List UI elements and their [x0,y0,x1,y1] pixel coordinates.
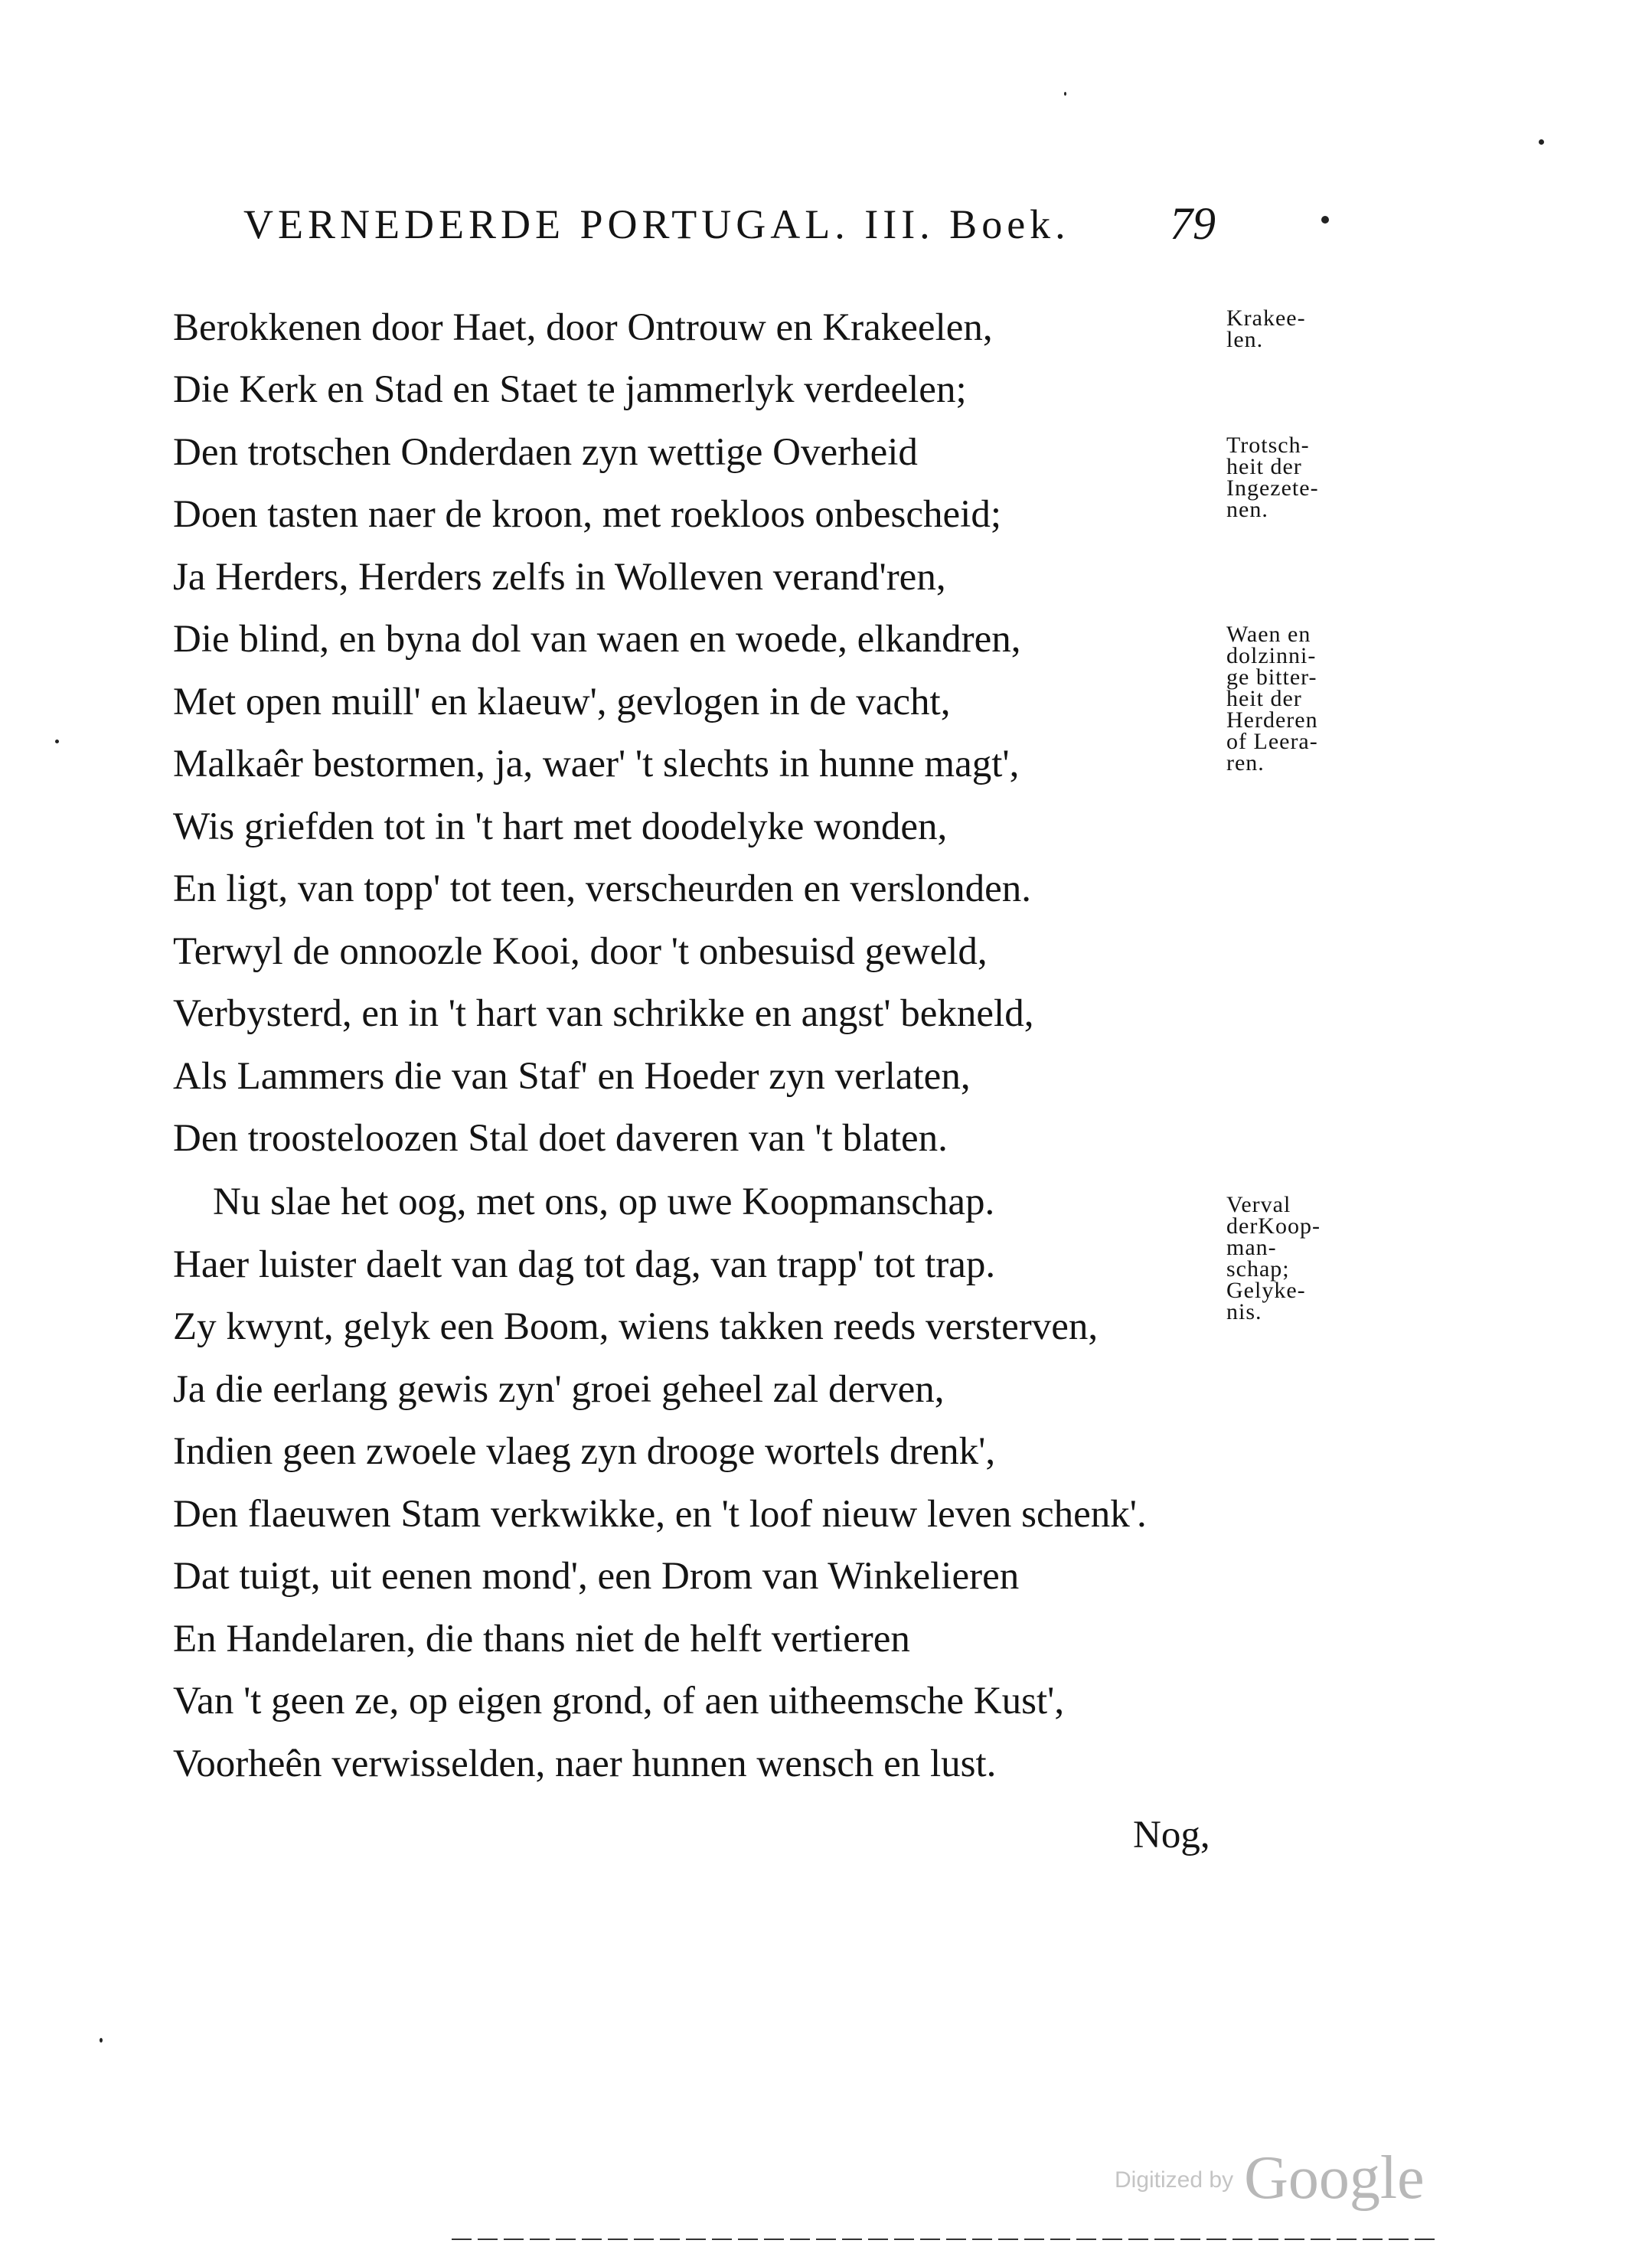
catchword: Nog, [1133,1814,1210,1856]
ink-speck [1064,92,1066,96]
margin-note-line: Ingezete- [1226,475,1319,501]
verse-line: Als Lammers die van Staf' en Hoeder zyn verlaten, [173,1055,971,1098]
margin-note-line: heit der [1226,686,1302,711]
margin-note-line: Gelyke- [1226,1278,1306,1303]
margin-note-line: Waen en [1226,622,1311,647]
margin-note-line: Herderen [1226,707,1318,733]
verse-line: Die blind, en byna dol van waen en woede, elkandren, [173,618,1021,661]
running-title: VERNEDERDE PORTUGAL. III. Boek. [243,201,1070,247]
verse-line: Haer luister daelt van dag tot dag, van trapp' tot trap. [173,1243,996,1286]
ink-speck [100,2038,103,2043]
ink-speck [1321,216,1329,224]
verse-line: Wis griefden tot in 't hart met doodelyke wonden, [173,805,948,848]
verse-line: En ligt, van topp' tot teen, verscheurden en verslonden. [173,867,1031,910]
verse-line: En Handelaren, die thans niet de helft vertieren [173,1618,910,1661]
margin-note-line: dolzinni- [1226,643,1317,668]
margin-note-line: len. [1226,327,1264,352]
margin-note-line: heit der [1226,454,1302,479]
margin-note-line: nis. [1226,1299,1262,1324]
google-logo: Google [1244,2144,1425,2212]
margin-note [1226,624,1318,774]
verse-line: Terwyl de onnoozle Kooi, door 't onbesuisd geweld, [173,930,988,973]
margin-note-line: ren. [1226,750,1265,776]
verse-line: Nu slae het oog, met ons, op uwe Koopmanschap. [213,1181,995,1223]
verse-line: Den trotschen Onderdaen zyn wettige Overheid [173,431,918,474]
verse-line: Indien geen zwoele vlaeg zyn drooge wortels drenk', [173,1430,996,1473]
verse-line: Van 't geen ze, op eigen grond, of aen uitheemsche Kust', [173,1680,1065,1723]
margin-note [1226,1194,1321,1323]
verse-line: Malkaêr bestormen, ja, waer' 't slechts in hunne magt', [173,743,1020,785]
margin-note-line: Verval [1226,1192,1291,1217]
margin-note [1226,435,1319,521]
margin-note-line: of Leera- [1226,729,1318,754]
verse-line: Met open muill' en klaeuw', gevlogen in de vacht, [173,681,951,723]
verse-line: Zy kwynt, gelyk een Boom, wiens takken reeds versterven, [173,1305,1099,1348]
page-number: 79 [1170,198,1216,249]
verse-line: Die Kerk en Stad en Staet te jammerlyk verdeelen; [173,368,967,411]
page-bottom-rule [452,2239,1439,2240]
verse-line: Doen tasten naer de kroon, met roekloos onbescheid; [173,493,1002,536]
digitized-watermark [1115,2144,1425,2213]
margin-note-line: nen. [1226,497,1268,522]
page-header [243,198,1239,262]
watermark-prefix: Digitized by [1115,2167,1234,2193]
ink-speck [1539,139,1544,145]
margin-note-line: man- [1226,1235,1277,1260]
margin-note-line: schap; [1226,1256,1290,1282]
ink-speck [55,740,59,743]
verse-line: Den flaeuwen Stam verkwikke, en 't loof nieuw leven schenk'. [173,1493,1147,1536]
verse-line: Ja die eerlang gewis zyn' groei geheel zal derven, [173,1368,945,1411]
margin-note-line: derKoop- [1226,1213,1321,1239]
verse-line: Ja Herders, Herders zelfs in Wolleven verand'ren, [173,556,946,599]
verse-line: Verbysterd, en in 't hart van schrikke en angst' bekneld, [173,992,1034,1035]
margin-note [1226,305,1306,352]
verse-line: Den troosteloozen Stal doet daveren van 't blaten. [173,1117,948,1160]
verse-line: Berokkenen door Haet, door Ontrouw en Krakeelen, [173,306,993,349]
verse-line: Dat tuigt, uit eenen mond', een Drom van Winkelieren [173,1555,1020,1598]
margin-note-line: Krakee- [1226,305,1306,331]
margin-note-line: ge bitter- [1226,665,1317,690]
margin-note-line: Trotsch- [1226,433,1310,458]
verse-line: Voorheên verwisselden, naer hunnen wensch en lust. [173,1742,997,1785]
